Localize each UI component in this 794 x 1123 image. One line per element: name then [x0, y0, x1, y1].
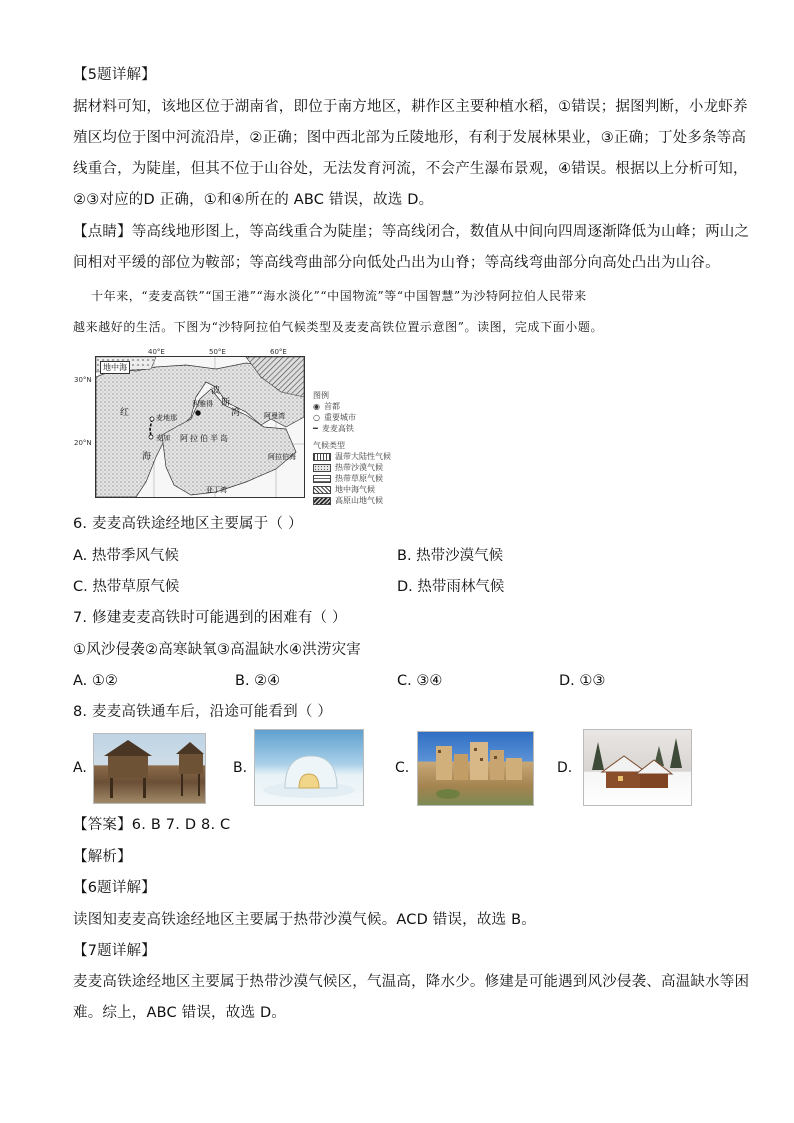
q8-photo-b-igloo: [254, 729, 364, 806]
q7-detail-heading: 【7题详解】: [73, 943, 156, 959]
q8-option-b-label: B.: [233, 760, 248, 776]
q5-heading: 【5题详解】: [73, 67, 156, 83]
map-label-persian-1: 波: [211, 386, 221, 396]
tip-line-1: 【点睛】等高线地形图上，等高线重合为陡崖；等高线闭合，数值从中间向四周逐渐降低为山峰；两山之: [73, 224, 750, 240]
stilt-house-drawing: [94, 734, 205, 803]
map-label-aden: 亚丁湾: [206, 486, 227, 494]
map-label-mecca: 麦加: [156, 434, 170, 442]
q5-text-line-1: 据材料可知，该地区位于湖南省，即位于南方地区，耕作区主要种植水稻，①错误；据图判断，小龙虾养: [73, 99, 748, 115]
legend-capital: [313, 401, 391, 412]
legend-climate-4: [313, 484, 391, 495]
material-line-1: 十年来，“麦麦高铁”“国王港”“海水淡化”“中国物流”等“中国智慧”为沙特阿拉伯人民带来: [91, 289, 587, 303]
q8-photo-c-mud-buildings: [417, 731, 534, 806]
railway-symbol-icon: ━: [313, 424, 318, 433]
igloo-drawing: [255, 730, 363, 805]
legend-railway: [313, 423, 391, 434]
map-label-peninsula: 阿拉伯半岛: [180, 434, 230, 443]
legend-climate-5: [313, 495, 391, 506]
lon-label-50: 50°E: [209, 348, 226, 356]
climate-title: 气候类型: [313, 441, 345, 450]
map-drawing: [96, 357, 304, 497]
lat-label-30: 30°N: [74, 376, 92, 384]
q5-text-line-3: 线重合，为陡崖，但其不位于山谷处，无法发育河流，不会产生瀑布景观，④错误。根据以上分析可知，: [73, 161, 748, 177]
q6-stem: 6. 麦麦高铁途经地区主要属于（ ）: [73, 516, 303, 532]
map-legend: [313, 390, 391, 506]
q8-option-d-label: D.: [557, 760, 573, 776]
lon-label-40: 40°E: [148, 348, 165, 356]
q6-option-a: A. 热带季风气候: [73, 548, 179, 564]
mediterranean-swatch-icon: [313, 486, 331, 494]
q8-stem: 8. 麦麦高铁通车后，沿途可能看到（ ）: [73, 704, 333, 720]
legend-climate-4-label: 地中海气候: [335, 485, 375, 494]
q8-option-c-label: C.: [395, 760, 410, 776]
legend-climate-2-label: 热带沙漠气候: [335, 463, 383, 472]
legend-climate-1: [313, 451, 391, 462]
material-line-2: 越来越好的生活。下图为“沙特阿拉伯气候类型及麦麦高铁位置示意图”。读图，完成下面小题。: [73, 320, 604, 334]
map-label-riyadh: 利雅得: [192, 400, 213, 408]
q7-detail-text-1: 麦麦高铁途经地区主要属于热带沙漠气候区，气温高，降水少。修建是可能遇到风沙侵袭、高温缺水等困: [73, 974, 750, 990]
q5-text-line-2: 殖区均位于图中河流沿岸，②正确；图中西北部为丘陵地形，有利于发展林果业，③正确；丁处多条等高: [73, 130, 747, 146]
legend-city-label: 重要城市: [323, 413, 356, 422]
map-label-persian-3: 湾: [231, 408, 241, 418]
city-symbol-icon: ○: [313, 413, 320, 422]
q6-option-c: C. 热带草原气候: [73, 579, 180, 595]
q8-option-a-label: A.: [73, 760, 87, 776]
legend-climate-1-label: 温带大陆性气候: [335, 452, 391, 461]
legend-title: 图例: [313, 391, 329, 400]
q7-detail-text-2: 难。综上，ABC 错误，故选 D。: [73, 1005, 287, 1021]
analysis-heading: 【解析】: [73, 849, 132, 865]
answer-line: 【答案】6. B 7. D 8. C: [73, 817, 231, 833]
q7-stem: 7. 修建麦麦高铁时可能遇到的困难有（ ）: [73, 610, 347, 626]
q6-detail-text: 读图知麦麦高铁途经地区主要属于热带沙漠气候。ACD 错误，故选 B。: [73, 912, 536, 928]
legend-climate-3: [313, 473, 391, 484]
tropical-desert-swatch-icon: [313, 464, 331, 472]
map-label-medina: 麦地那: [156, 414, 177, 422]
q7-option-d: D. ①③: [559, 673, 606, 689]
q7-option-c: C. ③④: [397, 673, 443, 689]
map-label-red-sea-1: 红: [120, 408, 130, 418]
q8-photo-a-stilt-house: [93, 733, 206, 804]
tip-line-2: 间相对平缓的部位为鞍部；等高线弯曲部分向低处凸出为山脊；等高线弯曲部分向高处凸出为山谷。: [73, 255, 720, 271]
legend-railway-label: 麦麦高铁: [321, 424, 354, 433]
q7-items: ①风沙侵袭②高寒缺氧③高温缺水④洪涝灾害: [73, 642, 361, 658]
q7-option-a: A. ①②: [73, 673, 118, 689]
map-label-oman: 阿曼湾: [264, 412, 285, 420]
legend-capital-label: 首都: [323, 402, 340, 411]
temperate-continental-swatch-icon: [313, 453, 331, 461]
map-label-red-sea-2: 海: [142, 452, 152, 462]
highland-swatch-icon: [313, 497, 331, 505]
q6-option-b: B. 热带沙漠气候: [397, 548, 504, 564]
legend-city: [313, 412, 391, 423]
map-label-mediterranean: 地中海: [100, 361, 130, 374]
map-frame: [95, 356, 305, 498]
lat-label-20: 20°N: [74, 439, 92, 447]
map-label-persian-2: 斯: [221, 398, 231, 408]
q5-text-line-4: ②③对应的D 正确，①和④所在的 ABC 错误，故选 D。: [73, 192, 434, 208]
tropical-savanna-swatch-icon: [313, 475, 331, 483]
mud-buildings-drawing: [418, 732, 533, 805]
q6-option-d: D. 热带雨林气候: [397, 579, 505, 595]
legend-climate-2: [313, 462, 391, 473]
log-cabin-drawing: [584, 730, 691, 805]
q6-detail-heading: 【6题详解】: [73, 880, 156, 896]
legend-climate-3-label: 热带草原气候: [335, 474, 383, 483]
q7-option-b: B. ②④: [235, 673, 281, 689]
map-label-arabian-sea: 阿拉伯海: [268, 453, 296, 461]
lon-label-60: 60°E: [270, 348, 287, 356]
q8-photo-d-log-cabin: [583, 729, 692, 806]
capital-symbol-icon: ◉: [313, 402, 320, 411]
legend-climate-5-label: 高原山地气候: [335, 496, 383, 505]
